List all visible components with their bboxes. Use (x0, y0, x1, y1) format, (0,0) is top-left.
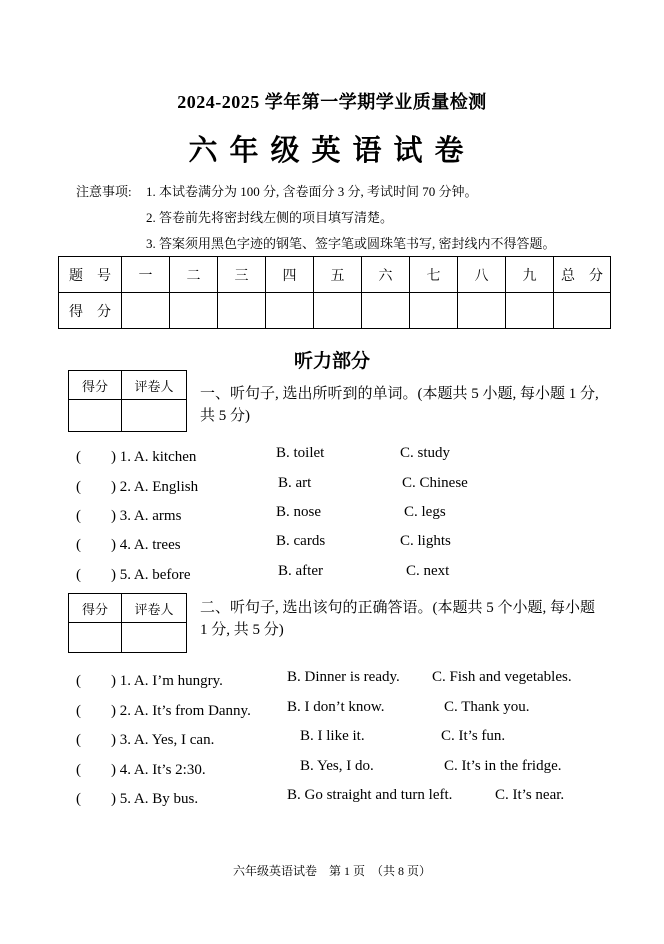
score-cell: 九 (506, 257, 554, 293)
section-title: 听力部分 (293, 351, 370, 372)
part2-q3-option-c: C. It’s fun. (441, 728, 506, 744)
grader-reviewer-entry[interactable] (122, 400, 187, 432)
score-cell: 六 (362, 257, 410, 293)
score-entry[interactable] (122, 293, 170, 329)
score-entry[interactable] (554, 293, 611, 329)
part2-q4-option-b: B. Yes, I do. (300, 758, 374, 774)
part2-q2-option-c: C. Thank you. (444, 699, 530, 715)
score-cell: 五 (314, 257, 362, 293)
score-cell: 三 (218, 257, 266, 293)
score-cell: 四 (266, 257, 314, 293)
score-cell: 二 (170, 257, 218, 293)
score-cell: 题 号 (59, 257, 122, 293)
part1-q4-option-c: C. lights (400, 533, 451, 549)
part1-q4-option-b: B. cards (276, 533, 326, 549)
score-entry[interactable] (410, 293, 458, 329)
grader-box-part2 (68, 593, 187, 653)
score-entry[interactable] (362, 293, 410, 329)
note-item-2: 2. 答卷前先将密封线左侧的项目填写清楚。 (146, 210, 394, 225)
part2-q1-option-c: C. Fish and vegetables. (432, 669, 572, 685)
part2-q3-option-b: B. I like it. (300, 728, 365, 744)
score-row-label: 得 分 (59, 293, 122, 329)
part1-q4-option-a: ( ) 4. A. trees (76, 537, 181, 553)
grader-reviewer-label: 评卷人 (122, 371, 187, 400)
part1-q2-option-c: C. Chinese (402, 475, 468, 491)
part2-q3-option-a: ( ) 3. A. Yes, I can. (76, 732, 215, 748)
grader-score-entry[interactable] (69, 623, 122, 653)
score-table-header-row (59, 257, 611, 293)
score-entry[interactable] (266, 293, 314, 329)
part2-q1-option-a: ( ) 1. A. I’m hungry. (76, 673, 223, 689)
score-entry[interactable] (170, 293, 218, 329)
grader-box-part1 (68, 370, 187, 432)
grader-score-label: 得分 (69, 371, 122, 400)
note-item-3: 3. 答案须用黑色字迹的钢笔、签字笔或圆珠笔书写, 密封线内不得答题。 (146, 236, 556, 251)
part2-q1-option-b: B. Dinner is ready. (287, 669, 400, 685)
score-table-score-row (59, 293, 611, 329)
part1-q2-option-b: B. art (278, 475, 312, 491)
part2-q4-option-c: C. It’s in the fridge. (444, 758, 562, 774)
score-cell: 八 (458, 257, 506, 293)
part2-heading: 二、听句子, 选出该句的正确答语。(本题共 5 个小题, 每小题 1 分, 共 5 分) (200, 600, 595, 638)
page-footer: 六年级英语试卷 第 1 页 （共 8 页） (232, 864, 431, 878)
part2-q5-option-b: B. Go straight and turn left. (287, 787, 453, 803)
exam-title: 六年级英语试卷 (188, 135, 476, 167)
score-entry[interactable] (458, 293, 506, 329)
part1-q5-option-c: C. next (406, 563, 450, 579)
part1-heading: 一、听句子, 选出所听到的单词。(本题共 5 小题, 每小题 1 分, 共 5 分) (200, 386, 599, 424)
score-entry[interactable] (218, 293, 266, 329)
score-entry[interactable] (314, 293, 362, 329)
part1-q3-option-c: C. legs (404, 504, 446, 520)
notes-label: 注意事项: (76, 184, 132, 199)
score-cell: 总 分 (554, 257, 611, 293)
part2-q4-option-a: ( ) 4. A. It’s 2:30. (76, 762, 206, 778)
part1-q3-option-b: B. nose (276, 504, 321, 520)
score-table (58, 256, 611, 329)
part1-q1-option-c: C. study (400, 445, 451, 461)
part1-q3-option-a: ( ) 3. A. arms (76, 508, 182, 524)
grader-reviewer-label: 评卷人 (122, 594, 187, 623)
grader-score-entry[interactable] (69, 400, 122, 432)
part2-q5-option-a: ( ) 5. A. By bus. (76, 791, 199, 807)
score-cell: 七 (410, 257, 458, 293)
part2-q5-option-c: C. It’s near. (495, 787, 565, 803)
part1-q1-option-b: B. toilet (276, 445, 325, 461)
note-item-1: 1. 本试卷满分为 100 分, 含卷面分 3 分, 考试时间 70 分钟。 (146, 184, 478, 199)
part1-q1-option-a: ( ) 1. A. kitchen (76, 449, 197, 465)
part2-q2-option-a: ( ) 2. A. It’s from Danny. (76, 703, 251, 719)
score-entry[interactable] (506, 293, 554, 329)
part1-q2-option-a: ( ) 2. A. English (76, 479, 199, 495)
exam-subtitle: 2024-2025 学年第一学期学业质量检测 (177, 92, 487, 112)
part1-q5-option-b: B. after (278, 563, 323, 579)
part1-q5-option-a: ( ) 5. A. before (76, 567, 191, 583)
score-cell: 一 (122, 257, 170, 293)
grader-reviewer-entry[interactable] (122, 623, 187, 653)
part2-q2-option-b: B. I don’t know. (287, 699, 385, 715)
grader-score-label: 得分 (69, 594, 122, 623)
